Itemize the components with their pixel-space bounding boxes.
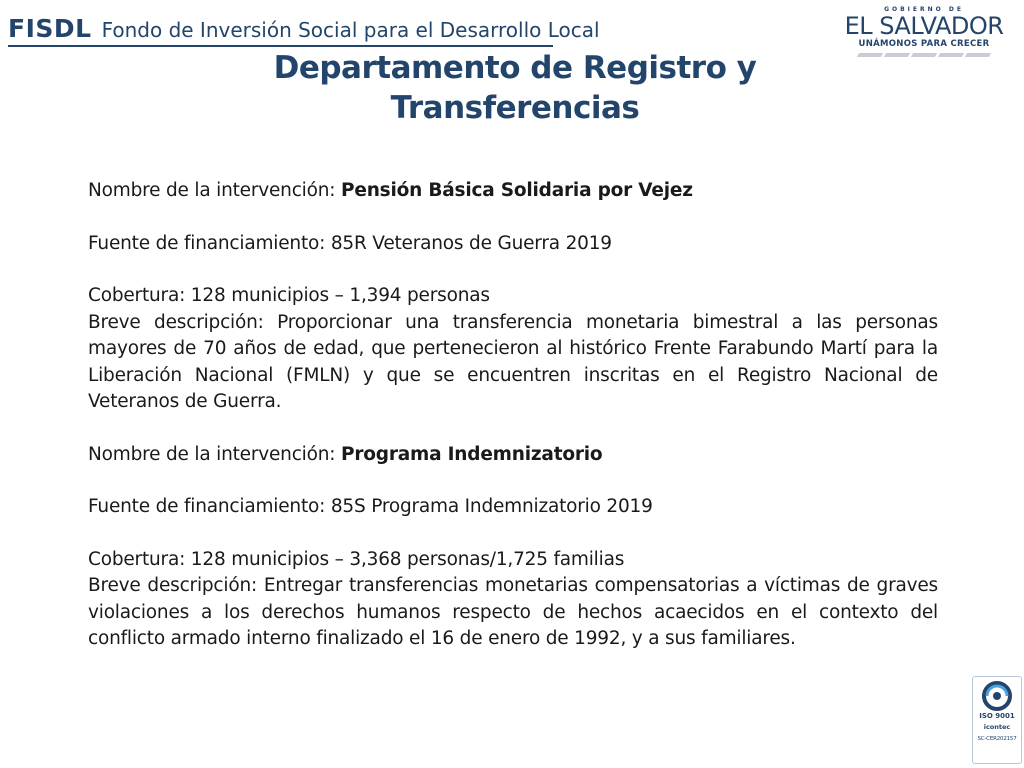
header-divider bbox=[8, 45, 553, 47]
description-2: Breve descripción: Entregar transferencias monetarias compensatorias a víctimas de graves violaciones a los derechos humanos respecto de hechos acaecidos en el contexto del conflicto armado interno finalizado el 16 de enero de 1992, y a sus familiares. bbox=[88, 575, 938, 649]
description-1: Breve descripción: Proporcionar una transferencia monetaria bimestral a las personas mayores de 70 años de edad, que pertenecieron al histórico Frente Farabundo Martí para la Liberación Nacional (FMLN) y que se encuentren inscritas en el Registro Nacional de Veteranos de Guerra. bbox=[88, 311, 938, 412]
icontec-swirl-icon bbox=[978, 681, 1016, 711]
coverage-2: Cobertura: 128 municipios – 3,368 personas/1,725 familias bbox=[88, 548, 625, 570]
intervention-name-label: Nombre de la intervención: bbox=[88, 443, 341, 465]
page-title-line-1: Departamento de Registro y bbox=[273, 50, 757, 86]
iso-certification-badge bbox=[972, 676, 1022, 764]
fisdl-logo bbox=[8, 14, 600, 43]
intervention-name-value: Pensión Básica Solidaria por Vejez bbox=[340, 180, 693, 201]
coverage-1: Cobertura: 128 municipios – 1,394 personas bbox=[88, 285, 490, 306]
iso-label: ISO 9001 bbox=[979, 712, 1015, 720]
content bbox=[88, 178, 938, 653]
fisdl-full-name: Fondo de Inversión Social para el Desarrollo Local bbox=[101, 18, 600, 42]
icontec-label: icontec bbox=[983, 723, 1011, 731]
gov-top-text: GOBIERNO DE bbox=[884, 6, 964, 13]
certificate-code: SC-CER202157 bbox=[977, 736, 1017, 742]
intervention-name-label: Nombre de la intervención: bbox=[88, 180, 341, 201]
funding-source-1: Fuente de financiamiento: 85R Veteranos de Guerra 2019 bbox=[88, 232, 612, 254]
intervention-name-value: Programa Indemnizatorio bbox=[340, 443, 603, 465]
page-title-line-2: Transferencias bbox=[390, 90, 640, 126]
gobierno-el-salvador-logo bbox=[838, 6, 1010, 74]
intervention-name-2 bbox=[88, 442, 938, 469]
page-title bbox=[260, 48, 770, 128]
fisdl-acronym: FISDL bbox=[8, 14, 92, 43]
intervention-name-1 bbox=[88, 178, 938, 205]
gov-name: EL SALVADOR bbox=[844, 12, 1004, 40]
gov-slogan: UNÁMONOS PARA CRECER bbox=[858, 39, 990, 49]
funding-source-2: Fuente de financiamiento: 85S Programa Indemnizatorio 2019 bbox=[88, 496, 653, 517]
gov-logo-stripes bbox=[838, 53, 1010, 57]
